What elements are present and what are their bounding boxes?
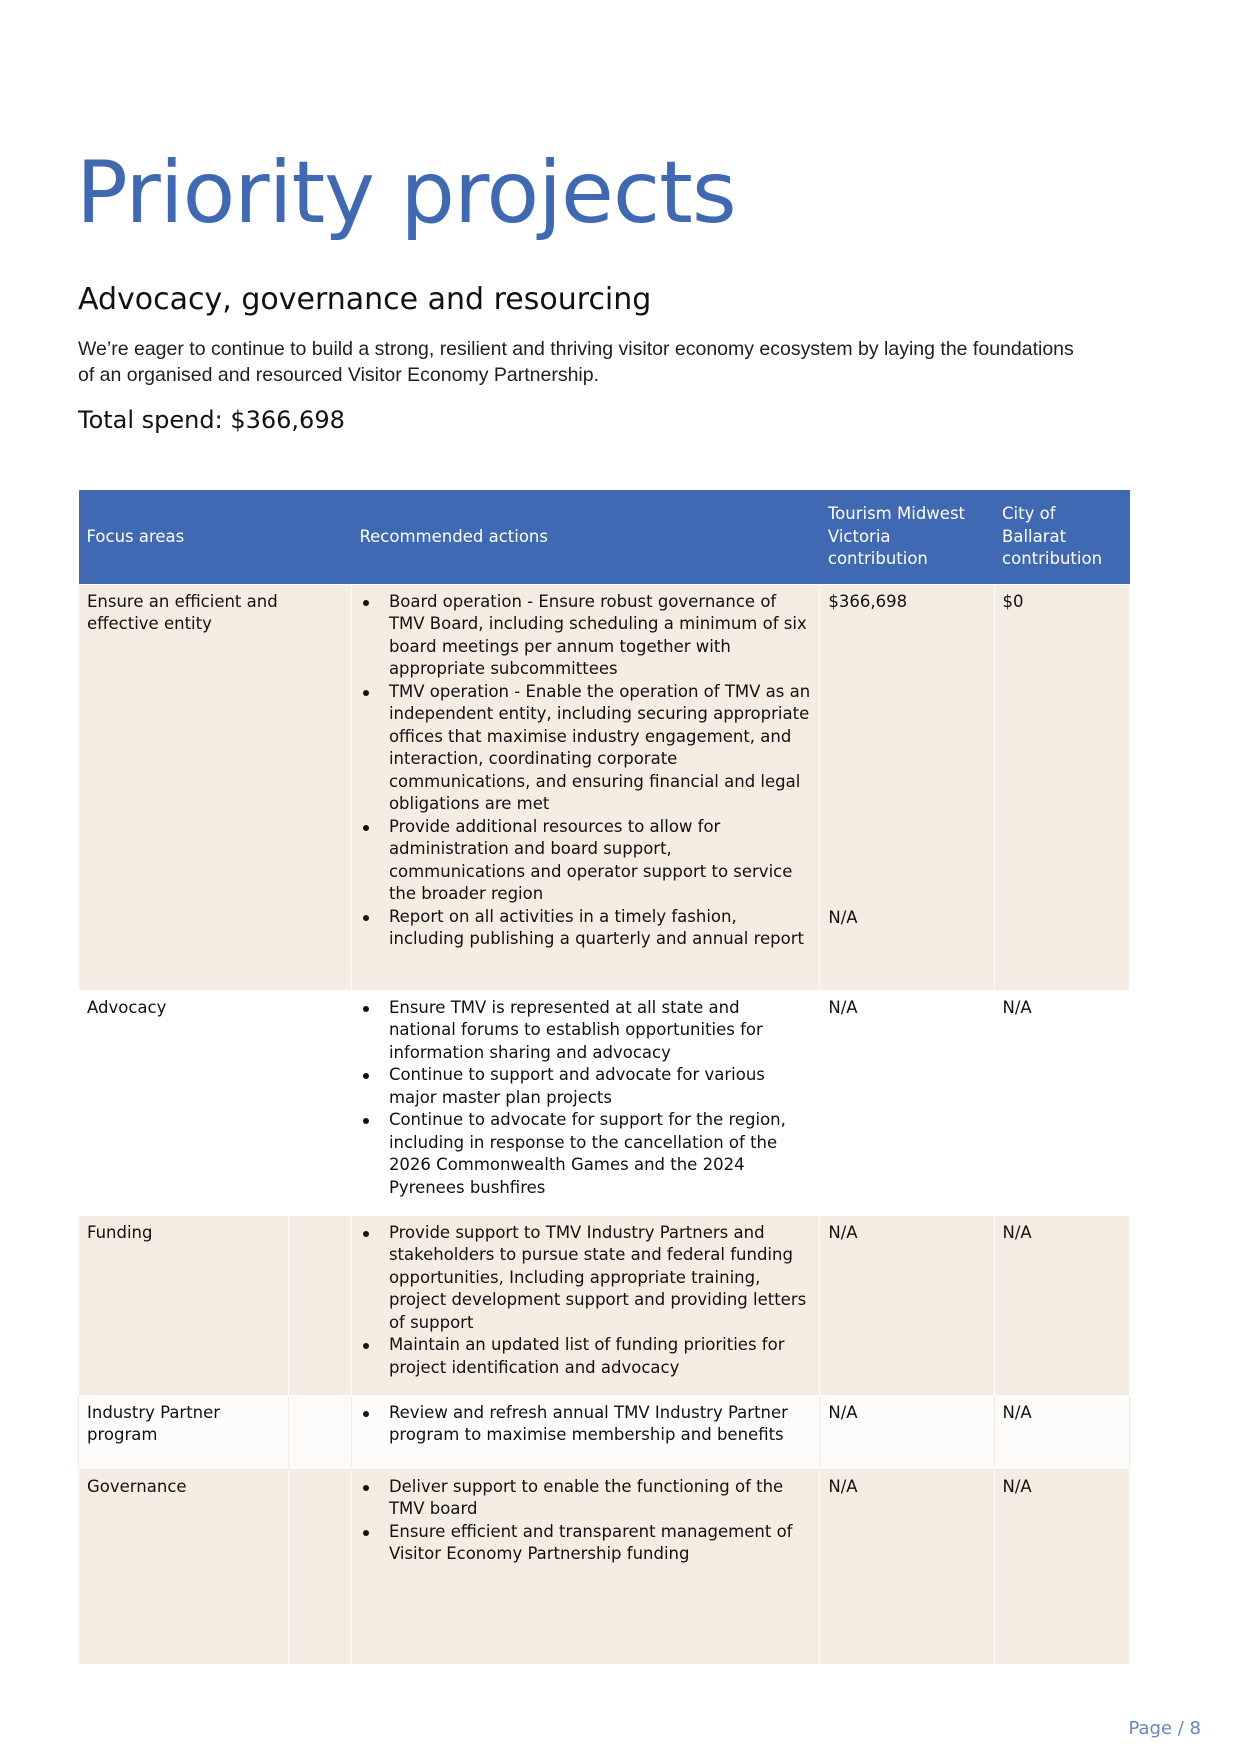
actions-list xyxy=(360,1402,811,1447)
total-spend: Total spend: $366,698 xyxy=(78,406,345,434)
tmv-secondary-value: N/A xyxy=(828,907,858,927)
list-item: Report on all activities in a timely fashion, including publishing a quarterly and annual report xyxy=(360,906,811,951)
list-item: Maintain an updated list of funding priorities for project identification and advocacy xyxy=(360,1334,811,1379)
list-item: Ensure efficient and transparent management of Visitor Economy Partnership funding xyxy=(360,1521,811,1566)
page-title: Priority projects xyxy=(76,143,736,243)
list-item: Board operation - Ensure robust governance of TMV Board, including scheduling a minimum of six board meetings per annum together with appropriate subcommittees xyxy=(360,591,811,681)
table-header xyxy=(79,490,1130,584)
section-heading: Advocacy, governance and resourcing xyxy=(78,282,652,317)
tmv-values xyxy=(828,591,985,927)
focus-area-cell: Industry Partner program xyxy=(79,1395,289,1469)
ballarat-contribution-cell: N/A xyxy=(994,1395,1129,1469)
priority-projects-table xyxy=(78,490,1130,1665)
actions-cell xyxy=(351,1395,819,1469)
tmv-contribution-cell: N/A xyxy=(820,1469,994,1664)
ballarat-contribution-cell: $0 xyxy=(994,584,1129,990)
list-item: Ensure TMV is represented at all state and national forums to establish opportunities for information sharing and advocacy xyxy=(360,997,811,1065)
empty-cell xyxy=(288,1215,351,1395)
actions-list xyxy=(360,591,811,951)
list-item: Deliver support to enable the functioning of the TMV board xyxy=(360,1476,811,1521)
tmv-contribution-cell xyxy=(820,584,994,990)
actions-cell xyxy=(351,990,819,1215)
focus-area-cell: Ensure an efficient and effective entity xyxy=(79,584,352,990)
header-focus-areas: Focus areas xyxy=(79,490,352,584)
table-row xyxy=(79,1215,1130,1395)
actions-cell xyxy=(351,1469,819,1664)
empty-cell xyxy=(288,1395,351,1469)
list-item: Provide additional resources to allow for administration and board support, communications and operator support to service the broader region xyxy=(360,816,811,906)
list-item: Review and refresh annual TMV Industry Partner program to maximise membership and benefits xyxy=(360,1402,811,1447)
tmv-contribution-cell: N/A xyxy=(820,1395,994,1469)
tmv-contribution-cell: N/A xyxy=(820,990,994,1215)
focus-area-cell: Governance xyxy=(79,1469,289,1664)
header-ballarat-contribution: City of Ballarat contribution xyxy=(994,490,1129,584)
ballarat-contribution-cell: N/A xyxy=(994,990,1129,1215)
page-number: Page / 8 xyxy=(1128,1718,1201,1739)
actions-list xyxy=(360,1476,811,1566)
list-item: TMV operation - Enable the operation of TMV as an independent entity, including securing appropriate offices that maximise industry engagement, and interaction, coordinating corporate communications, and ensuring financial and legal obligations are met xyxy=(360,681,811,816)
actions-cell xyxy=(351,584,819,990)
header-tmv-contribution: Tourism Midwest Victoria contribution xyxy=(820,490,994,584)
tmv-contribution-value: $366,698 xyxy=(828,591,908,611)
table-row xyxy=(79,1395,1130,1469)
actions-cell xyxy=(351,1215,819,1395)
tmv-contribution-cell: N/A xyxy=(820,1215,994,1395)
table-row xyxy=(79,1469,1130,1664)
list-item: Provide support to TMV Industry Partners and stakeholders to pursue state and federal funding opportunities, Including appropriate training, project development support and providing letters of support xyxy=(360,1222,811,1335)
intro-paragraph: We’re eager to continue to build a strong, resilient and thriving visitor economy ecosystem by laying the foundations of an organised and resourced Visitor Economy Partnership. xyxy=(78,338,1074,386)
ballarat-contribution-cell: N/A xyxy=(994,1469,1129,1664)
ballarat-contribution-cell: N/A xyxy=(994,1215,1129,1395)
focus-area-cell: Advocacy xyxy=(79,990,352,1215)
list-item: Continue to support and advocate for various major master plan projects xyxy=(360,1064,811,1109)
actions-list xyxy=(360,997,811,1200)
table-row xyxy=(79,990,1130,1215)
empty-cell xyxy=(288,1469,351,1664)
actions-list xyxy=(360,1222,811,1380)
header-recommended-actions: Recommended actions xyxy=(351,490,819,584)
list-item: Continue to advocate for support for the region, including in response to the cancellation of the 2026 Commonwealth Games and the 2024 Pyrenees bushfires xyxy=(360,1109,811,1199)
table-row xyxy=(79,584,1130,990)
focus-area-cell: Funding xyxy=(79,1215,289,1395)
